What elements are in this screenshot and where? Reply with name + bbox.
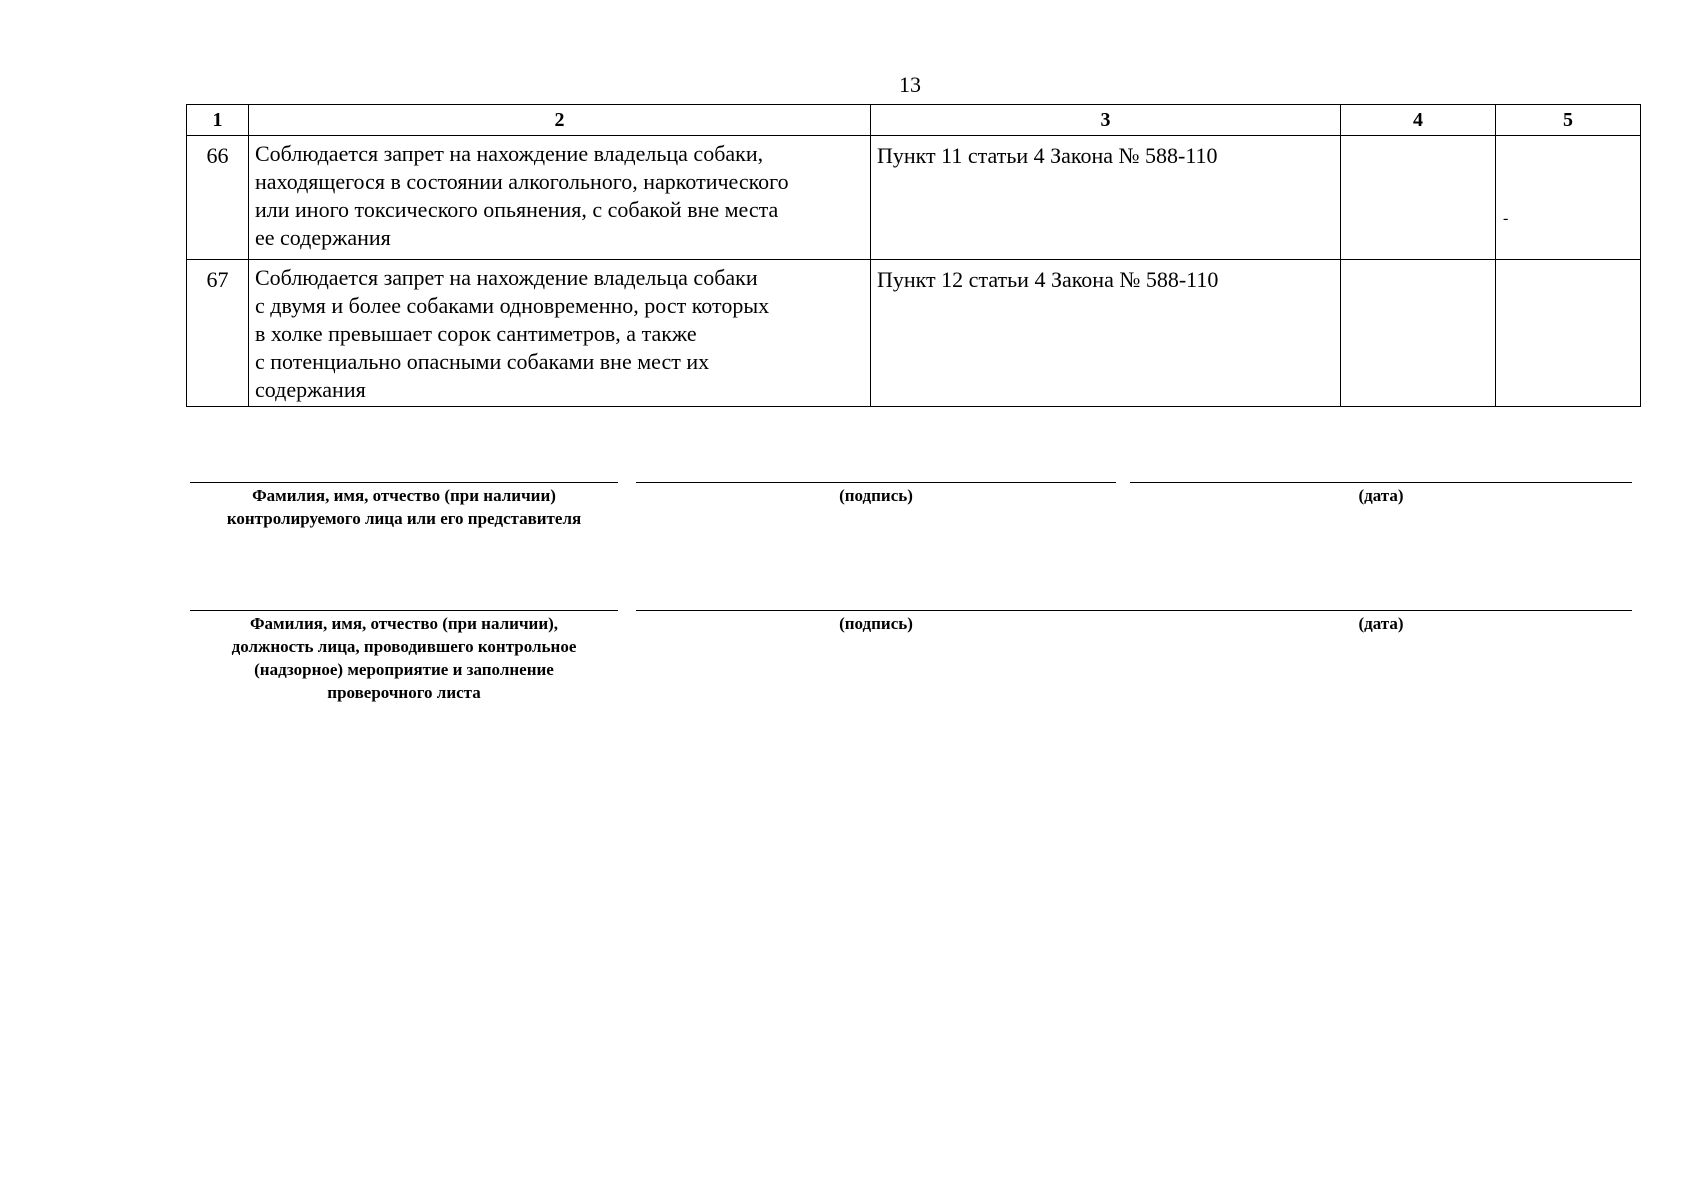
answer-cell-col5 (1496, 260, 1641, 407)
table-header-row (187, 105, 1641, 136)
name-line-1 (190, 482, 618, 483)
answer-cell-col4 (1341, 136, 1496, 260)
page-number: 13 (899, 72, 921, 97)
signature-date-line-2 (636, 610, 1632, 611)
table-row (187, 260, 1641, 407)
header-col-3: 3 (871, 105, 1341, 136)
legal-reference: Пункт 12 статьи 4 Закона № 588-110 (871, 260, 1341, 407)
name-caption-1: Фамилия, имя, отчество (при наличии) контролируемого лица или его представителя (226, 486, 582, 528)
checklist-table (186, 104, 1641, 407)
answer-cell-col4 (1341, 260, 1496, 407)
answer-cell-col5 (1496, 136, 1641, 260)
dash-mark: - (1503, 210, 1509, 227)
date-line-1 (1130, 482, 1632, 483)
requirement-text: Соблюдается запрет на нахождение владельца собаки с двумя и более собаками одновременно, рост которых в холке превышает сорок сантиметров, а также с потенциально опасными собаками вне мест их содержания (255, 265, 770, 402)
date-caption-1: (дата) (1358, 486, 1404, 505)
header-col-2: 2 (249, 105, 871, 136)
requirement-text: Соблюдается запрет на нахождение владельца собаки, находящегося в состоянии алкогольного, наркотического или иного токсического опьянения, с собакой вне места ее содержания (255, 141, 789, 250)
row-number: 67 (187, 260, 249, 407)
signature-caption-2: (подпись) (839, 614, 913, 633)
name-caption-2: Фамилия, имя, отчество (при наличии), должность лица, проводившего контрольное (надзорное) мероприятие и заполнение проверочного листа (231, 614, 577, 702)
date-caption-2: (дата) (1358, 614, 1404, 633)
signature-line-1 (636, 482, 1116, 483)
row-number: 66 (187, 136, 249, 260)
table-row (187, 136, 1641, 260)
legal-reference: Пункт 11 статьи 4 Закона № 588-110 (871, 136, 1341, 260)
header-col-5: 5 (1496, 105, 1641, 136)
header-col-1: 1 (187, 105, 249, 136)
requirement-cell (249, 260, 871, 407)
name-line-2 (190, 610, 618, 611)
requirement-cell (249, 136, 871, 260)
header-col-4: 4 (1341, 105, 1496, 136)
signature-caption-1: (подпись) (839, 486, 913, 505)
